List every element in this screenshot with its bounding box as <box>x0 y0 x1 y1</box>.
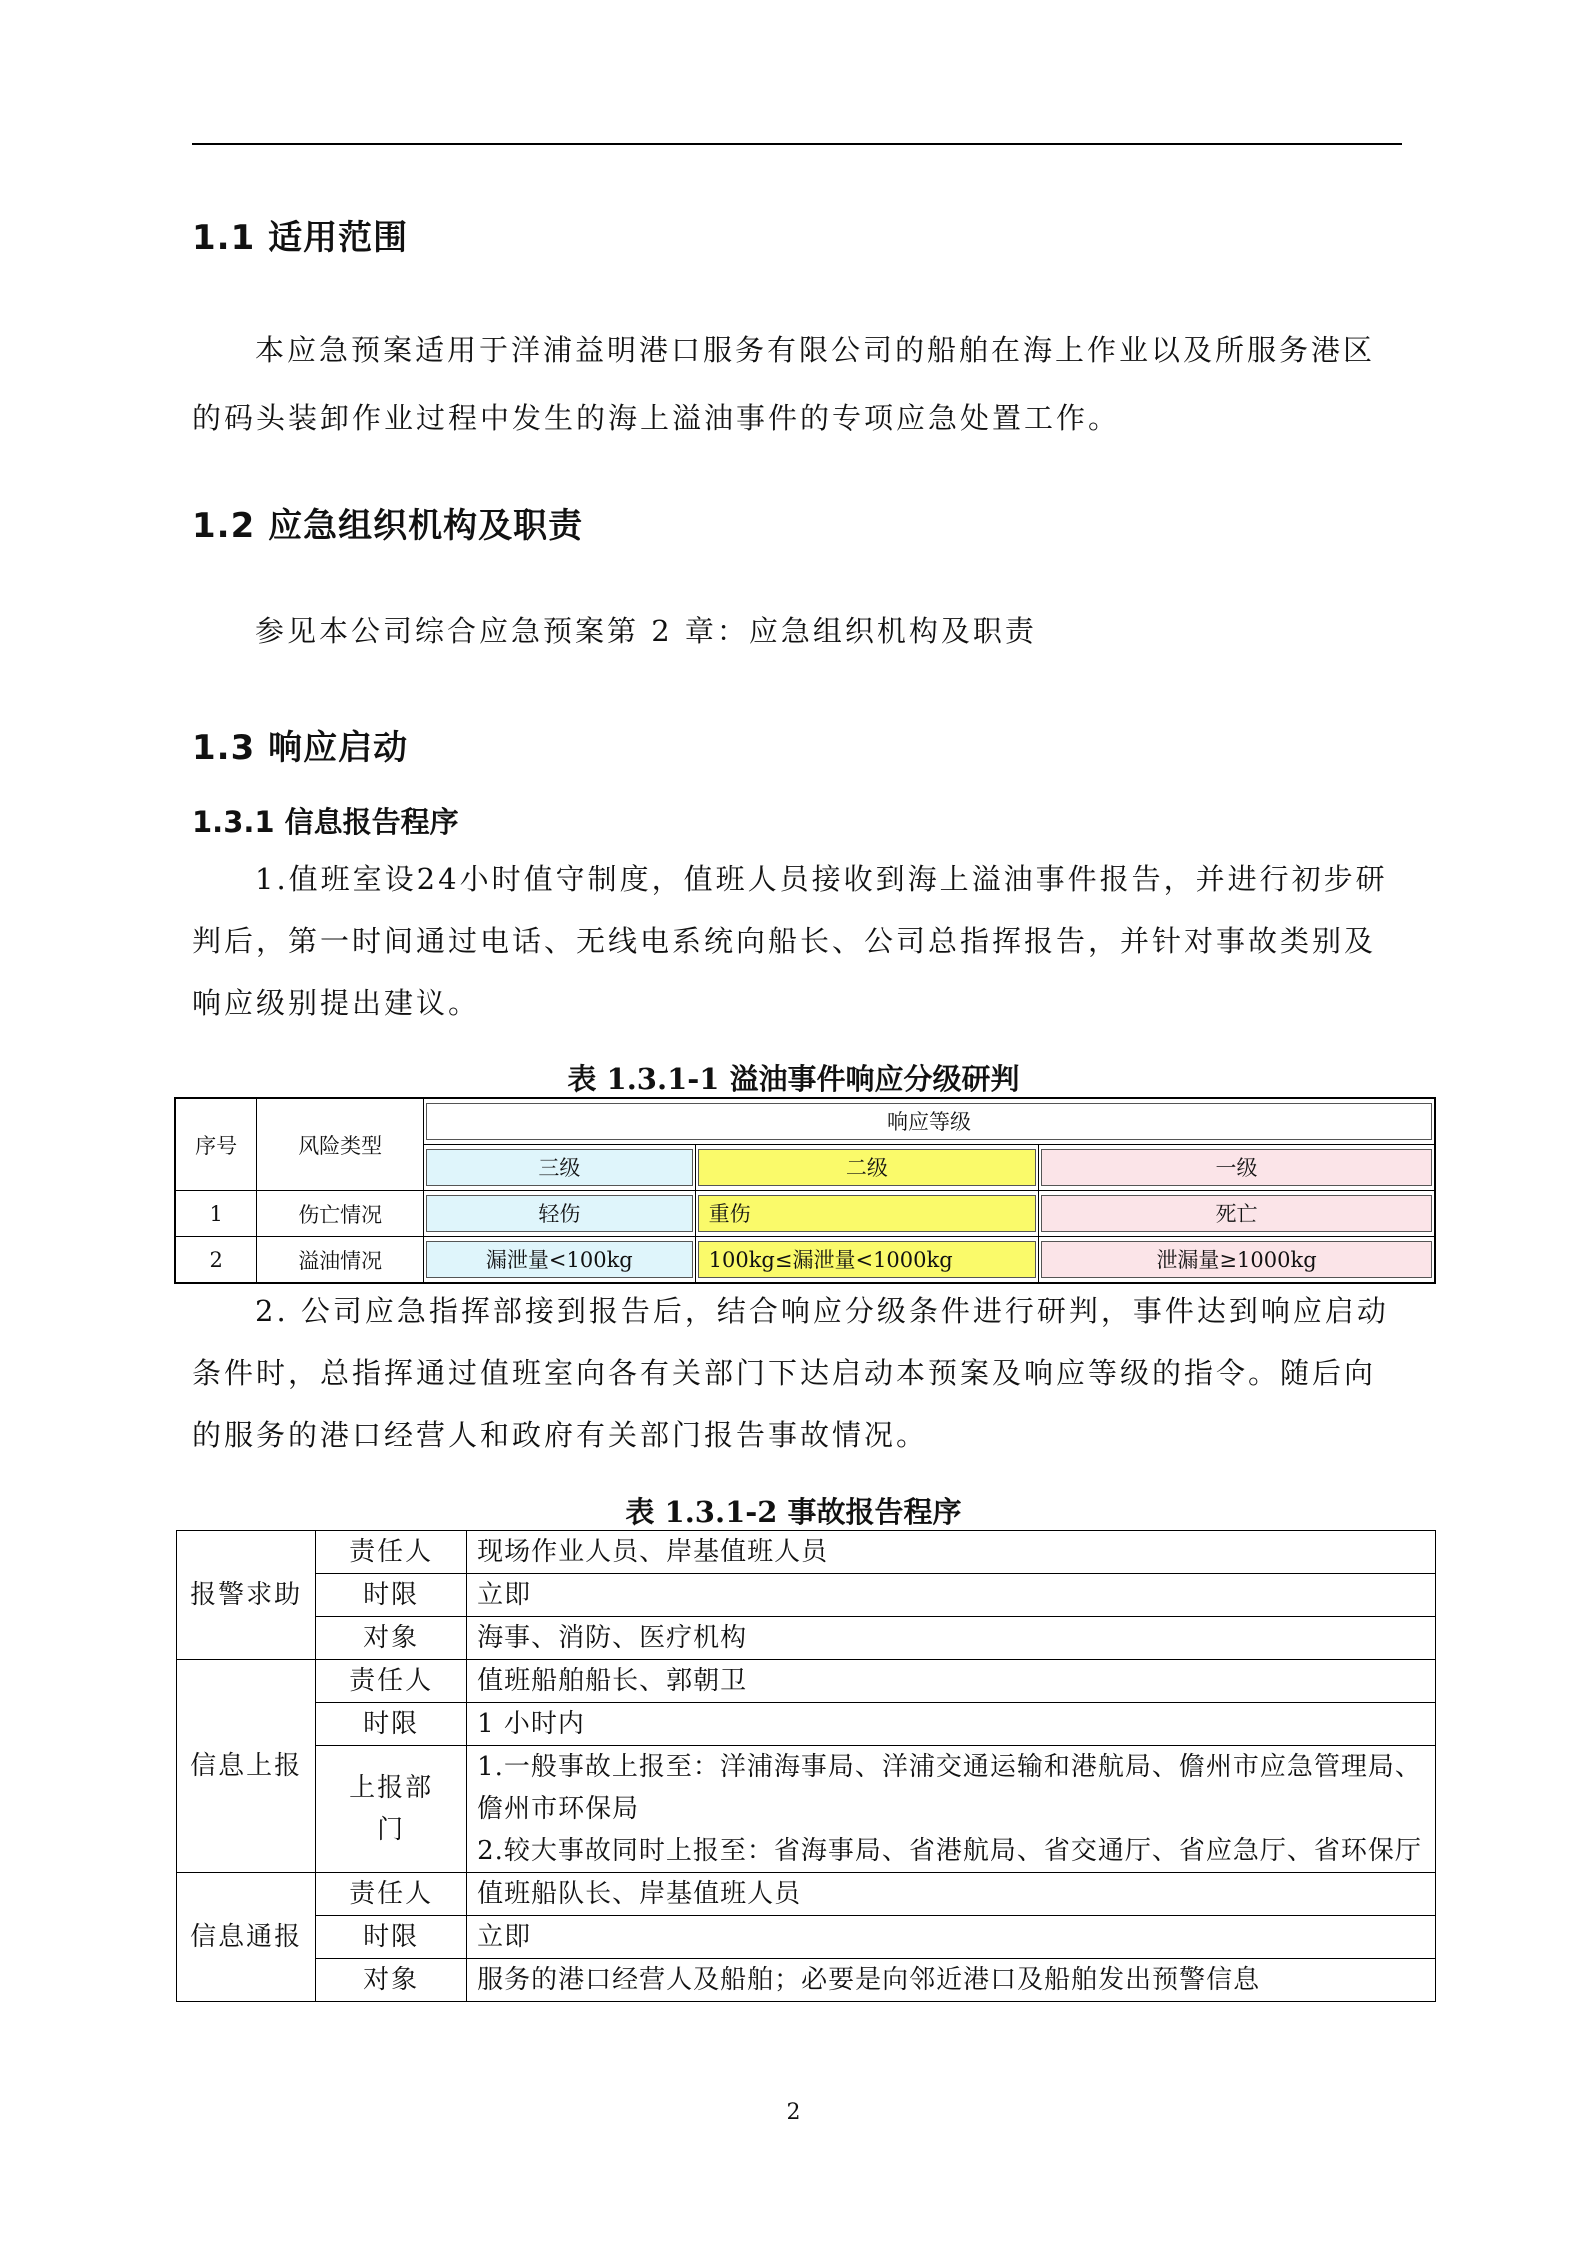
section-1-1-title: 1.1 适用范围 <box>192 218 409 258</box>
table-2-g3-r2-value: 立即 <box>467 1916 1436 1959</box>
section-1-3-1-title: 1.3.1 信息报告程序 <box>192 805 459 839</box>
section-1-3-1-para-1: 1.值班室设24小时值守制度，值班人员接收到海上溢油事件报告，并进行初步研判后，第一时间通过电话、无线电系统向船长、公司总指挥报告，并针对事故类别及响应级别提出建议。 <box>192 862 1388 1020</box>
table-1-row-1-l2-cell <box>695 1191 1038 1237</box>
table-2-group-notify: 信息通报 <box>177 1873 316 2002</box>
table-2-g2-r2-label: 时限 <box>316 1703 467 1746</box>
section-1-3-1-para-2: 2. 公司应急指挥部接到报告后，结合响应分级条件进行研判，事件达到响应启动条件时，总指挥通过值班室向各有关部门下达启动本预案及响应等级的指令。随后向的服务的港口经营人和政府有关部门报告事故情况。 <box>192 1294 1389 1452</box>
table-1-level-1: 一级 <box>1041 1149 1432 1186</box>
table-row <box>175 1237 1435 1284</box>
table-2-g2-r1-label: 责任人 <box>316 1660 467 1703</box>
table-2-g3-r1-label: 责任人 <box>316 1873 467 1916</box>
section-1-2-title: 1.2 应急组织机构及职责 <box>192 506 584 546</box>
table-2-g2-r3-label: 上报部门 <box>316 1746 467 1873</box>
table-1-level-2-cell <box>695 1145 1038 1191</box>
table-1-level-3-cell <box>424 1145 696 1191</box>
table-1-level-1-cell <box>1039 1145 1435 1191</box>
table-2-group-alarm: 报警求助 <box>177 1531 316 1660</box>
table-1-row-1-no: 1 <box>175 1191 257 1237</box>
table-1-level-3: 三级 <box>426 1149 693 1186</box>
table-1-header-type: 风险类型 <box>257 1098 424 1191</box>
table-row <box>177 1746 1436 1873</box>
table-1-row-2-type: 溢油情况 <box>257 1237 424 1284</box>
table-1-row-1-l1: 死亡 <box>1041 1195 1432 1232</box>
table-2-g3-r3-value: 服务的港口经营人及船舶；必要是向邻近港口及船舶发出预警信息 <box>467 1959 1436 2002</box>
table-2-g2-r3-value <box>467 1746 1436 1873</box>
table-2-g3-r2-label: 时限 <box>316 1916 467 1959</box>
table-row <box>177 1703 1436 1746</box>
table-row <box>177 1531 1436 1574</box>
page-number: 2 <box>786 2100 801 2125</box>
table-2-group-report: 信息上报 <box>177 1660 316 1873</box>
table-row <box>175 1191 1435 1237</box>
table-row <box>177 1959 1436 2002</box>
table-1-row-2-l1: 泄漏量≥1000kg <box>1041 1241 1432 1278</box>
table-1-header-level: 响应等级 <box>426 1103 1432 1140</box>
table-1-row-1-l1-cell <box>1039 1191 1435 1237</box>
table-2-caption: 表 1.3.1-2 事故报告程序 <box>625 1495 962 1529</box>
incident-report-table <box>176 1530 1436 2002</box>
table-1-row-2-l3-cell <box>424 1237 696 1284</box>
table-row <box>177 1873 1436 1916</box>
response-level-table <box>174 1097 1436 1284</box>
table-1-header-no: 序号 <box>175 1098 257 1191</box>
table-1-row-2-l1-cell <box>1039 1237 1435 1284</box>
table-1-row-2-no: 2 <box>175 1237 257 1284</box>
table-1-row-1-l3-cell <box>424 1191 696 1237</box>
table-2-g1-r2-value: 立即 <box>467 1574 1436 1617</box>
table-2-g3-r3-label: 对象 <box>316 1959 467 2002</box>
table-2-g1-r2-label: 时限 <box>316 1574 467 1617</box>
table-1-level-2: 二级 <box>698 1149 1036 1186</box>
table-1-header-level-cell <box>424 1098 1435 1145</box>
table-1-row-1-l3: 轻伤 <box>426 1195 693 1232</box>
table-1-row-2-l3: 漏泄量<100kg <box>426 1241 693 1278</box>
section-1-2-body: 参见本公司综合应急预案第 2 章：应急组织机构及职责 <box>255 614 1037 648</box>
section-1-1-body: 本应急预案适用于洋浦益明港口服务有限公司的船舶在海上作业以及所服务港区的码头装卸作业过程中发生的海上溢油事件的专项应急处置工作。 <box>192 333 1376 435</box>
table-1-row-2-l2: 100kg≤漏泄量<1000kg <box>698 1241 1036 1278</box>
table-2-g1-r1-label: 责任人 <box>316 1531 467 1574</box>
table-1-caption: 表 1.3.1-1 溢油事件响应分级研判 <box>567 1062 1020 1096</box>
table-2-g3-r1-value: 值班船队长、岸基值班人员 <box>467 1873 1436 1916</box>
table-row <box>177 1574 1436 1617</box>
section-1-3-title: 1.3 响应启动 <box>192 728 409 768</box>
table-2-g1-r3-label: 对象 <box>316 1617 467 1660</box>
table-2-g2-r1-value: 值班船舶船长、郭朝卫 <box>467 1660 1436 1703</box>
table-row <box>177 1916 1436 1959</box>
table-2-g2-r2-value: 1 小时内 <box>467 1703 1436 1746</box>
table-2-g1-r1-value: 现场作业人员、岸基值班人员 <box>467 1531 1436 1574</box>
table-1-row-1-type: 伤亡情况 <box>257 1191 424 1237</box>
header-rule <box>192 143 1402 145</box>
table-1-row-2-l2-cell <box>695 1237 1038 1284</box>
table-2-g2-r3-line-2: 2.较大事故同时上报至：省海事局、省港航局、省交通厅、省应急厅、省环保厅 <box>477 1836 1422 1866</box>
table-2-g2-r3-line-1: 1.一般事故上报至：洋浦海事局、洋浦交通运输和港航局、儋州市应急管理局、儋州市环保局 <box>477 1752 1422 1824</box>
table-row <box>177 1617 1436 1660</box>
table-1-row-1-l2: 重伤 <box>698 1195 1036 1232</box>
table-2-g1-r3-value: 海事、消防、医疗机构 <box>467 1617 1436 1660</box>
table-row <box>177 1660 1436 1703</box>
